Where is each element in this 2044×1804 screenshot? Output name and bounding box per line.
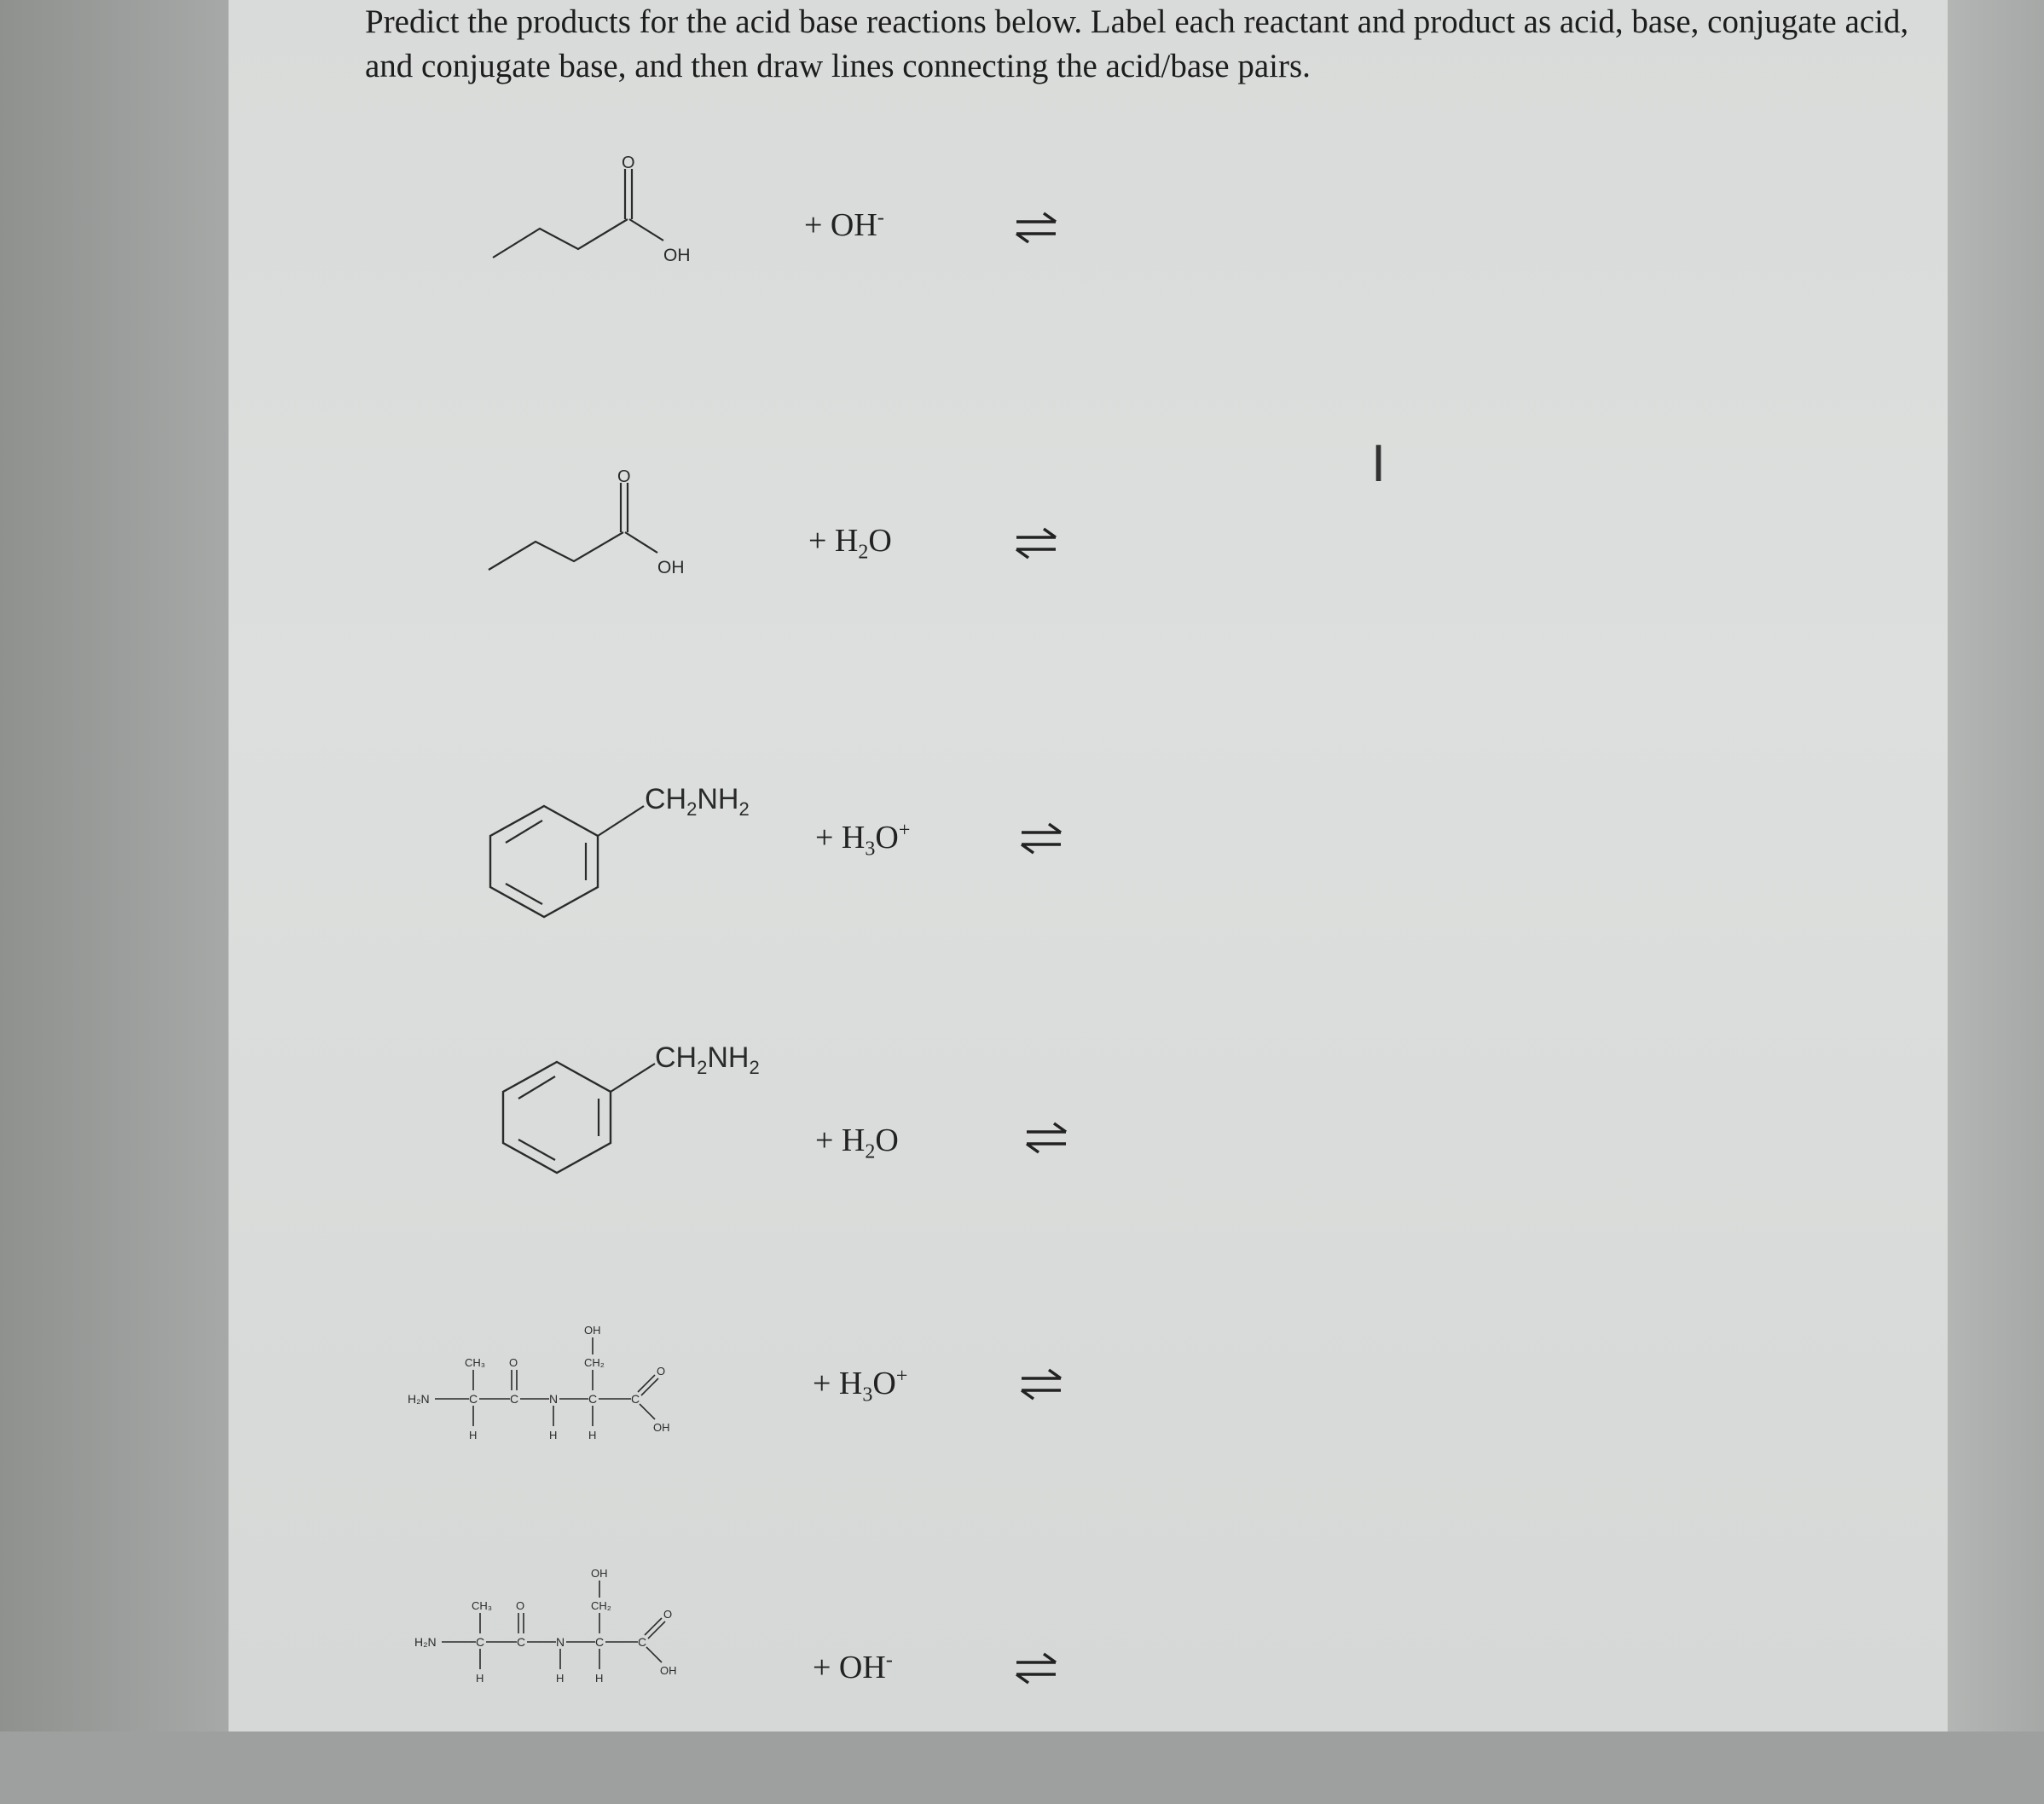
reaction-2	[229, 461, 1948, 716]
hydrogen-label: H	[595, 1672, 604, 1685]
hydrogen-label: H	[476, 1672, 484, 1685]
reagent-2-main: + H	[808, 523, 859, 559]
oxygen-label: O	[663, 1608, 673, 1621]
reagent-2-subscript: 2	[858, 541, 869, 564]
worksheet-page	[229, 0, 1948, 1731]
hydrogen-label: H	[549, 1429, 558, 1441]
amine-label: H₂N	[414, 1635, 437, 1649]
carbonyl-carbon-1: C	[510, 1392, 519, 1406]
text-cursor-icon: I	[1371, 435, 1387, 493]
reagent-5	[813, 1365, 907, 1407]
oxygen-label: O	[509, 1356, 518, 1369]
reagent-5-main: + H	[813, 1366, 863, 1401]
hydrogen-label: H	[588, 1429, 597, 1441]
reagent-6-main: + OH	[813, 1650, 886, 1685]
reaction-4	[229, 1036, 1948, 1292]
reagent-4	[815, 1122, 899, 1164]
reaction-6	[229, 1548, 1948, 1804]
reagent-4-main: + H	[815, 1122, 866, 1158]
alpha-carbon-2: C	[595, 1635, 605, 1649]
left-background	[0, 0, 230, 1731]
alpha-carbon-1: C	[469, 1392, 478, 1406]
reagent-4-subscript: 2	[865, 1140, 876, 1163]
instructions-text: Predict the products for the acid base reactions below. Label each reactant and product as acid, base, conjugate acid, and conjugate base, and then draw lines connecting the acid/base pairs.	[365, 3, 1909, 84]
right-background	[1946, 0, 2044, 1731]
carboxyl-hydroxyl: OH	[653, 1421, 670, 1434]
methyl-label: CH₃	[472, 1599, 493, 1612]
butanoic-acid-structure	[493, 145, 749, 281]
benzylamine-structure	[501, 1036, 774, 1190]
equilibrium-arrow-4	[1023, 1122, 1071, 1154]
reagent-1-main: + OH	[804, 207, 877, 243]
reagent-6-charge: -	[885, 1649, 893, 1672]
equilibrium-arrow-2	[1013, 527, 1061, 560]
methylene-label: CH₂	[584, 1356, 605, 1369]
methyl-label: CH₃	[465, 1356, 486, 1369]
reagent-1-charge: -	[877, 206, 884, 229]
amine-label: H₂N	[408, 1392, 430, 1406]
side-chain-hydroxyl: OH	[591, 1567, 608, 1580]
carboxyl-carbon: C	[631, 1392, 640, 1406]
hydroxyl-label: OH	[663, 246, 691, 265]
reagent-3-tail: O	[875, 820, 899, 856]
reagent-2-tail: O	[868, 523, 892, 559]
amide-nitrogen: N	[549, 1392, 559, 1406]
carbonyl-oxygen-label: O	[617, 467, 631, 486]
reaction-5	[229, 1305, 1948, 1561]
reagent-5-subscript: 3	[862, 1383, 873, 1407]
reagent-4-tail: O	[875, 1122, 899, 1158]
amide-nitrogen: N	[556, 1635, 565, 1649]
reagent-3-main: + H	[815, 820, 866, 856]
equilibrium-arrow-5	[1018, 1368, 1066, 1401]
dipeptide-structure	[414, 1548, 704, 1693]
oxygen-label: O	[657, 1365, 666, 1378]
hydrogen-label: H	[469, 1429, 478, 1441]
carboxyl-hydroxyl: OH	[660, 1664, 677, 1677]
ch2nh2-label: $CH_2NH_2$	[655, 1041, 760, 1078]
reagent-3-subscript: 3	[865, 838, 876, 861]
side-chain-hydroxyl: OH	[584, 1324, 601, 1337]
reaction-1	[229, 145, 1948, 401]
alpha-carbon-1: C	[476, 1635, 485, 1649]
methylene-label: CH₂	[591, 1599, 611, 1612]
reagent-5-charge: +	[895, 1365, 908, 1388]
carbonyl-carbon-1: C	[517, 1635, 526, 1649]
reagent-3-charge: +	[898, 819, 911, 842]
alpha-carbon-2: C	[588, 1392, 598, 1406]
benzylamine-structure	[489, 768, 761, 913]
reagent-3	[815, 819, 910, 861]
ch2nh2-label: $CH_2NH_2$	[645, 783, 750, 820]
reaction-3	[229, 768, 1948, 1024]
reagent-5-tail: O	[872, 1366, 896, 1401]
equilibrium-arrow-1	[1013, 212, 1061, 244]
equilibrium-arrow-6	[1013, 1652, 1061, 1685]
hydroxyl-label: OH	[657, 558, 685, 577]
equilibrium-arrow-3	[1018, 822, 1066, 855]
butanoic-acid-structure	[489, 461, 744, 597]
carboxyl-carbon: C	[638, 1635, 647, 1649]
reagent-2	[808, 522, 892, 565]
dipeptide-structure	[408, 1305, 698, 1450]
reagent-1	[804, 206, 884, 244]
hydrogen-label: H	[556, 1672, 565, 1685]
reagent-6	[813, 1649, 893, 1686]
oxygen-label: O	[516, 1599, 525, 1612]
carbonyl-oxygen-label: O	[622, 154, 635, 172]
